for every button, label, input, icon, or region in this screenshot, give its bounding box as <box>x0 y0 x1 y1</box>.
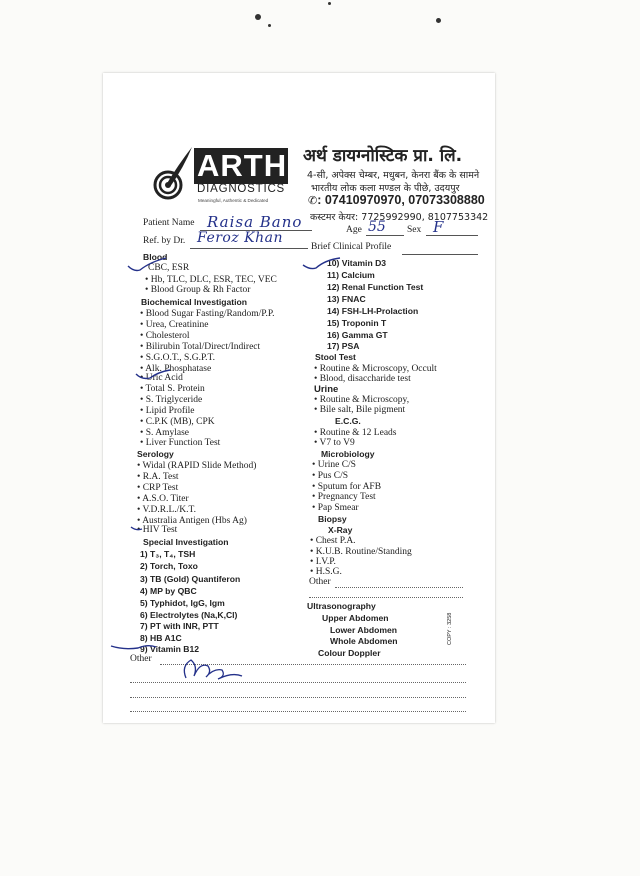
test-colour-doppler: Colour Doppler <box>318 648 381 658</box>
other-line-4 <box>130 711 466 712</box>
test-australia-antigen: • Australia Antigen (Hbs Ag) <box>137 516 247 526</box>
test-hiv: • HIV Test <box>137 525 178 535</box>
phone-row <box>308 193 485 207</box>
test-kub: • K.U.B. Routine/Standing <box>310 547 412 557</box>
age-value: 55 <box>368 219 386 235</box>
test-blood-sugar: • Blood Sugar Fasting/Random/P.P. <box>140 309 275 319</box>
address-line-2: भारतीय लोक कला मण्डल के पीछे, उदयपुर <box>311 183 460 194</box>
test-typhidot: 5) Typhidot, IgG, Igm <box>140 598 225 608</box>
address-line-1: 4-सी, अपेक्स चेम्बर, मधुबन, केनरा बैंक के सामने <box>307 170 480 181</box>
test-vitamin-b12: 9) Vitamin B12 <box>140 644 200 654</box>
test-blood-group: • Blood Group & Rh Factor <box>145 285 251 295</box>
section-stool: Stool Test <box>315 352 356 362</box>
test-urine-routine: • Routine & Microscopy, <box>314 395 410 405</box>
test-ecg-routine: • Routine & 12 Leads <box>314 428 397 438</box>
section-biopsy: Biopsy <box>318 514 347 524</box>
test-thyroid: 1) T₃, T₄, TSH <box>140 549 196 559</box>
brand-tagline: Meaningful, Authentic & Dedicated <box>198 198 269 203</box>
test-gamma-gt: 16) Gamma GT <box>327 330 388 340</box>
test-triglyceride: • S. Triglyceride <box>140 395 203 405</box>
test-amylase: • S. Amylase <box>140 428 189 438</box>
test-crp: • CRP Test <box>137 483 179 493</box>
paper-speck <box>328 2 331 5</box>
test-fnac: 13) FNAC <box>327 294 366 304</box>
test-pt-inr: 7) PT with INR, PTT <box>140 621 219 631</box>
other-line-2 <box>130 682 466 683</box>
test-torch: 2) Torch, Toxo <box>140 561 198 571</box>
test-aso: • A.S.O. Titer <box>137 494 189 504</box>
right-other-line <box>335 587 463 588</box>
copy-code: COPY : 3258 <box>447 612 453 645</box>
phone-numbers: : 07410970970, 07073308880 <box>317 193 485 207</box>
paper-speck <box>268 24 271 27</box>
customer-care: कस्टमर केयर: 7725992990, 8107753342 <box>310 212 489 223</box>
test-lower-abdomen: Lower Abdomen <box>330 625 397 635</box>
test-troponin: 15) Troponin T <box>327 318 387 328</box>
test-cholesterol: • Cholesterol <box>140 331 190 341</box>
clinical-profile-line <box>402 254 478 255</box>
test-upper-abdomen: Upper Abdomen <box>322 613 389 623</box>
ref-by-line <box>190 248 308 249</box>
test-widal: • Widal (RAPID Slide Method) <box>137 461 257 471</box>
left-other-label: Other <box>130 654 152 664</box>
section-serology: Serology <box>137 449 174 459</box>
section-ultrasonography: Ultrasonography <box>307 601 376 611</box>
section-special: Special Investigation <box>143 537 229 547</box>
hindi-company-name: अर्थ डायग्नोस्टिक प्रा. लि. <box>303 146 463 166</box>
test-hb-tlc: • Hb, TLC, DLC, ESR, TEC, VEC <box>145 275 277 285</box>
test-hsg: • H.S.G. <box>310 567 342 577</box>
test-chest-pa: • Chest P.A. <box>310 536 356 546</box>
test-lipid-profile: • Lipid Profile <box>140 406 195 416</box>
test-whole-abdomen: Whole Abdomen <box>330 636 398 646</box>
test-hba1c: 8) HB A1C <box>140 633 182 643</box>
test-lft: • Liver Function Test <box>140 438 221 448</box>
phone-icon: ✆ <box>308 195 318 207</box>
test-calcium: 11) Calcium <box>327 270 375 280</box>
test-pregnancy: • Pregnancy Test <box>312 492 376 502</box>
left-other-line <box>160 664 466 665</box>
paper-speck <box>436 18 441 23</box>
test-stool-blood: • Blood, disaccharide test <box>314 374 411 384</box>
section-urine: Urine <box>314 384 339 395</box>
test-cpk: • C.P.K (MB), CPK <box>140 417 215 427</box>
test-ecg-v7: • V7 to V9 <box>314 438 355 448</box>
paper-speck <box>255 14 261 20</box>
test-fsh-lh: 14) FSH-LH-Prolaction <box>327 306 419 316</box>
test-sputum: • Sputum for AFB <box>312 482 382 492</box>
test-ra: • R.A. Test <box>137 472 179 482</box>
test-vdrl: • V.D.R.L./K.T. <box>137 505 197 515</box>
test-pap-smear: • Pap Smear <box>312 503 359 513</box>
patient-name-label: Patient Name <box>143 218 195 228</box>
test-urea: • Urea, Creatinine <box>140 320 209 330</box>
test-bile: • Bile salt, Bile pigment <box>314 405 406 415</box>
test-cbc-esr: CBC, ESR <box>148 263 190 273</box>
ref-by-value: Feroz Khan <box>197 230 284 246</box>
test-tb-gold: 3) TB (Gold) Quantiferon <box>140 574 241 584</box>
test-psa: 17) PSA <box>327 341 360 351</box>
other-line-3 <box>130 697 466 698</box>
test-stool-routine: • Routine & Microscopy, Occult <box>314 364 437 374</box>
section-xray: X-Ray <box>328 525 353 535</box>
test-urine-cs: • Urine C/S <box>312 460 356 470</box>
brand-subtitle: DIAGNOSTICS <box>197 183 286 195</box>
ref-by-label: Ref. by Dr. <box>143 236 186 246</box>
test-bilirubin: • Bilirubin Total/Direct/Indirect <box>140 342 261 352</box>
test-alk-phosphatase: • Alk. Phosphatase <box>140 364 212 374</box>
test-sgot: • S.G.O.T., S.G.P.T. <box>140 353 216 363</box>
section-biochemical: Biochemical Investigation <box>141 297 248 307</box>
sex-line <box>426 235 478 236</box>
test-total-protein: • Total S. Protein <box>140 384 205 394</box>
sex-value: F <box>433 218 444 236</box>
test-vitamin-d3: 10) Vitamin D3 <box>327 258 387 268</box>
age-label: Age <box>346 225 362 235</box>
test-electrolytes: 6) Electrolytes (Na,K,Cl) <box>140 610 238 620</box>
section-microbiology: Microbiology <box>321 449 375 459</box>
section-ecg: E.C.G. <box>335 416 361 426</box>
right-other-line-2 <box>309 597 463 598</box>
right-other-label: Other <box>309 577 331 587</box>
patient-name-value: Raisa Bano <box>207 213 303 231</box>
test-mp-qbc: 4) MP by QBC <box>140 586 197 596</box>
test-uric-acid: • Uric Acid <box>140 373 183 383</box>
clinical-profile-label: Brief Clinical Profile <box>311 242 392 252</box>
arth-logo <box>148 145 290 207</box>
test-pus-cs: • Pus C/S <box>312 471 349 481</box>
section-blood: Blood <box>143 252 168 262</box>
age-line <box>366 235 404 236</box>
sex-label: Sex <box>407 225 422 235</box>
test-rft: 12) Renal Function Test <box>327 282 424 292</box>
test-ivp: • I.V.P. <box>310 557 336 567</box>
target-swoosh-icon <box>148 145 196 207</box>
brand-name: ARTH <box>197 148 288 183</box>
